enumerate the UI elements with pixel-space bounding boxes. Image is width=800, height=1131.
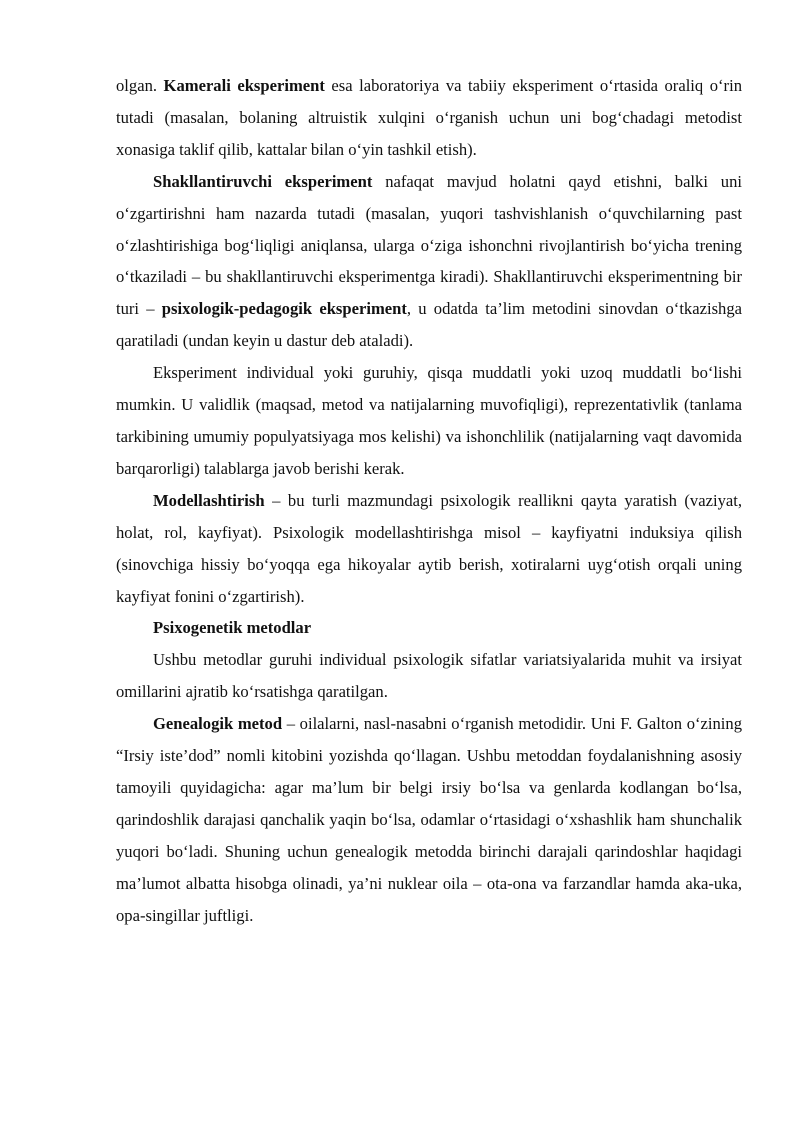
text: nafaqat mavjud holatni qayd etishni, balki uni o‘zgartirishni ham nazarda tutadi (masalan, yuqori tashvishlanish o‘quvchilarning past o‘zlashtirishiga bog‘liqligi aniqlansa, ularga o‘ziga ishonchni rivojlantirish bo‘yicha trening o‘tkaziladi – bu shakllantiruvchi eksperimentga kiradi). Shakllantiruvchi eksperimentning bir turi –	[116, 171, 743, 319]
term-genealogik-metod: Genealogik metod	[153, 714, 283, 734]
document-page	[116, 70, 742, 931]
paragraph-eksperiment-turlari	[116, 357, 742, 485]
text: Eksperiment individual yoki guruhiy, qisqa muddatli yoki uzoq muddatli bo‘lishi mumkin. U validlik (maqsad, metod va natijalarning muvofiqligi), reprezentativlik (tanlama tarkibining umumiy populyatsiyaga mos kelishi) va ishonchlilik (natijalarning vaqt davomida barqarorligi) talablarga javob berishi kerak.	[116, 363, 742, 478]
term-kamerali-eksperiment: Kamerali eksperiment	[163, 76, 325, 95]
text: – bu turli mazmundagi psixologik reallikni qayta yaratish (vaziyat, holat, rol, kayfiyat). Psixologik modellashtirishga misol – kayfiyatni induksiya qilish (sinovchiga hissiy bo‘yoqqa ega hikoyalar aytib berish, xotiralarni uyg‘otish orqali uning kayfiyat fonini o‘zgartirish).	[116, 490, 742, 606]
text: , u odatda ta’lim metodini sinovdan o‘tkazishga qaratiladi (undan keyin u dastur deb ataladi).	[116, 299, 742, 351]
paragraph-genealogik	[116, 708, 742, 931]
text: – oilalarni, nasl-nasabni o‘rganish metodidir. Uni F. Galton o‘zining “Irsiy iste’dod” nomli kitobini yozishda qo‘llagan. Ushbu metoddan foydalanishning asosiy tamoyili quyidagicha: agar ma’lum bir belgi irsiy bo‘lsa va genlarda kodlangan bo‘lsa, qarindoshlik darajasi qanchalik yaqin bo‘lsa, odamlar o‘rtasidagi o‘xshashlik ham shunchalik yuqori bo‘ladi. Shuning uchun genealogik metodda birinchi darajali qarindoshlar haqidagi ma’lumot albatta hisobga olinadi, ya’ni nuklear oila – ota-ona va farzandlar hamda aka-uka, opa-singillar juftligi.	[116, 714, 743, 925]
text: esa laboratoriya va tabiiy eksperiment o‘rtasida oraliq o‘rin tutadi (masalan, bolaning altruistik xulqini o‘rganish uchun uni bog‘chadagi metodist xonasiga taklif qilib, kattalar bilan o‘yin tashkil etish).	[116, 76, 742, 159]
paragraph-kamerali	[116, 70, 742, 166]
text: Ushbu metodlar guruhi individual psixologik sifatlar variatsiyalarida muhit va irsiyat omillarini ajratib ko‘rsatishga qaratilgan.	[116, 650, 742, 702]
paragraph-modellashtirish	[116, 485, 742, 613]
term-shakllantiruvchi-eksperiment: Shakllantiruvchi eksperiment	[153, 171, 373, 191]
text: olgan.	[116, 76, 164, 95]
paragraph-psixogenetik	[116, 644, 742, 708]
term-psixologik-pedagogik: psixologik-pedagogik eksperiment	[161, 299, 407, 319]
paragraph-shakllantiruvchi	[116, 166, 742, 357]
term-modellashtirish: Modellashtirish	[153, 490, 265, 510]
section-heading: Psixogenetik metodlar	[153, 618, 312, 638]
